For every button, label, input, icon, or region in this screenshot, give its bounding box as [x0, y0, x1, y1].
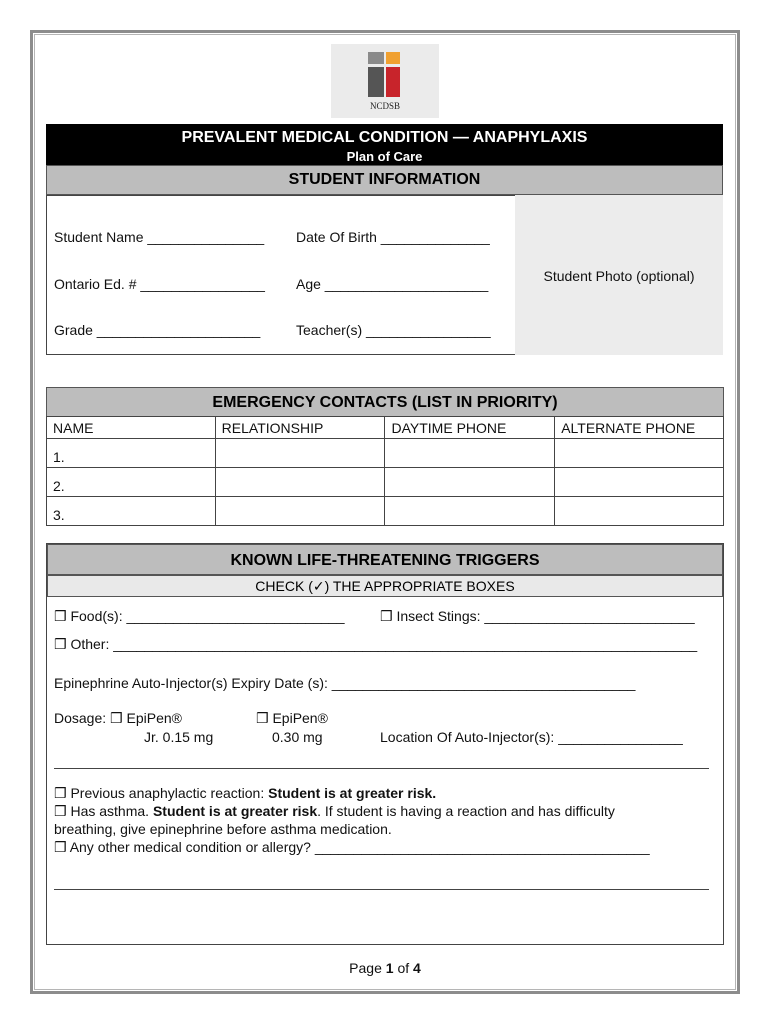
triggers-subheading: CHECK (✓) THE APPROPRIATE BOXES — [47, 575, 723, 597]
epipen-jr-label[interactable]: EpiPen® — [126, 710, 182, 726]
contact-3-relationship[interactable] — [215, 497, 385, 526]
divider-line — [54, 768, 709, 769]
asthma-instruction: . If student is having a reaction and has difficulty — [317, 803, 615, 819]
contact-2-relationship[interactable] — [215, 468, 385, 497]
epipen-jr-dose: Jr. 0.15 mg — [144, 729, 214, 745]
page-number: 1 — [385, 960, 394, 976]
teachers-field[interactable]: Teacher(s) ________________ — [296, 322, 491, 338]
asthma-item — [54, 803, 615, 820]
food-label[interactable]: Food(s): ____________________________ — [70, 608, 345, 624]
col-relationship: RELATIONSHIP — [215, 417, 385, 439]
date-of-birth-field[interactable]: Date Of Birth ______________ — [296, 229, 490, 245]
form-subtitle: Plan of Care — [346, 149, 423, 164]
contact-3-alternate-phone[interactable] — [555, 497, 724, 526]
other-condition-label[interactable]: Any other medical condition or allergy? ___________________________________________ — [69, 839, 650, 855]
page-total: 4 — [413, 960, 421, 976]
student-info-heading: STUDENT INFORMATION — [46, 165, 723, 195]
location-field[interactable]: Location Of Auto-Injector(s): ________________ — [380, 729, 683, 745]
insect-label[interactable]: Insect Stings: ___________________________ — [396, 608, 695, 624]
contact-1-alternate-phone[interactable] — [555, 439, 724, 468]
logo-block-orange — [386, 52, 400, 64]
contact-1-relationship[interactable] — [215, 439, 385, 468]
greater-risk-note: Student is at greater risk. — [268, 785, 437, 801]
contacts-header-row — [47, 417, 724, 439]
student-photo-area[interactable]: Student Photo (optional) — [515, 195, 723, 355]
contact-3-daytime-phone[interactable] — [385, 497, 555, 526]
asthma-label: Has asthma. — [70, 803, 153, 819]
asthma-instruction-cont: breathing, give epinephrine before asthma medication. — [54, 821, 392, 837]
expiry-date-field[interactable]: Epinephrine Auto-Injector(s) Expiry Date (s): _______________________________________ — [54, 675, 636, 691]
contact-2-alternate-phone[interactable] — [555, 468, 724, 497]
grade-field[interactable]: Grade _____________________ — [54, 322, 261, 338]
col-alternate-phone: ALTERNATE PHONE — [555, 417, 724, 439]
other-checkbox[interactable]: ❒ — [54, 636, 67, 652]
contact-2-daytime-phone[interactable] — [385, 468, 555, 497]
insect-checkbox[interactable]: ❒ — [380, 608, 393, 624]
logo-wordmark: NCDSB — [369, 101, 400, 111]
logo-block-red — [386, 67, 400, 97]
table-row — [47, 468, 724, 497]
logo-block-dark — [368, 67, 384, 97]
contact-3-name[interactable]: 3. — [47, 497, 216, 526]
epipen-adult-dose: 0.30 mg — [272, 729, 323, 745]
emergency-contacts-heading: EMERGENCY CONTACTS (LIST IN PRIORITY) — [46, 387, 724, 417]
page-footer — [0, 960, 770, 976]
other-condition-item — [54, 839, 650, 856]
table-row — [47, 497, 724, 526]
logo-block-grey — [368, 52, 384, 64]
contact-2-name[interactable]: 2. — [47, 468, 216, 497]
contact-1-daytime-phone[interactable] — [385, 439, 555, 468]
form-title: PREVALENT MEDICAL CONDITION — ANAPHYLAXIS — [181, 129, 588, 146]
asthma-checkbox[interactable]: ❒ — [54, 803, 67, 819]
dosage-row — [54, 710, 182, 727]
contact-1-name[interactable]: 1. — [47, 439, 216, 468]
form-title-bar — [46, 124, 723, 165]
asthma-risk-note: Student is at greater risk — [152, 803, 318, 819]
previous-reaction-item — [54, 785, 436, 802]
epipen-adult-label[interactable]: EpiPen® — [272, 710, 328, 726]
previous-reaction-label: Previous anaphylactic reaction: — [70, 785, 269, 801]
food-trigger — [54, 608, 344, 625]
age-field[interactable]: Age _____________________ — [296, 276, 489, 292]
epipen-adult-checkbox[interactable]: ❒ — [256, 710, 269, 726]
ontario-ed-field[interactable]: Ontario Ed. # ________________ — [54, 276, 265, 292]
of-word: of — [393, 960, 414, 976]
food-checkbox[interactable]: ❒ — [54, 608, 67, 624]
other-trigger — [54, 636, 697, 653]
insect-trigger — [380, 608, 695, 625]
triggers-heading: KNOWN LIFE-THREATENING TRIGGERS — [47, 544, 723, 575]
other-label[interactable]: Other: ___________________________________________________________________________ — [70, 636, 698, 652]
dosage-label: Dosage: — [54, 710, 107, 726]
table-row — [47, 439, 724, 468]
ncdsb-logo — [331, 44, 439, 118]
col-daytime-phone: DAYTIME PHONE — [385, 417, 555, 439]
col-name: NAME — [47, 417, 216, 439]
epipen-jr-checkbox[interactable]: ❒ — [110, 710, 123, 726]
student-name-field[interactable]: Student Name _______________ — [54, 229, 265, 245]
previous-reaction-checkbox[interactable]: ❒ — [54, 785, 67, 801]
page-word: Page — [349, 960, 386, 976]
other-condition-checkbox[interactable]: ❒ — [54, 839, 67, 855]
epipen-adult-option — [256, 710, 328, 727]
emergency-contacts-table — [46, 416, 724, 526]
divider-line — [54, 889, 709, 890]
